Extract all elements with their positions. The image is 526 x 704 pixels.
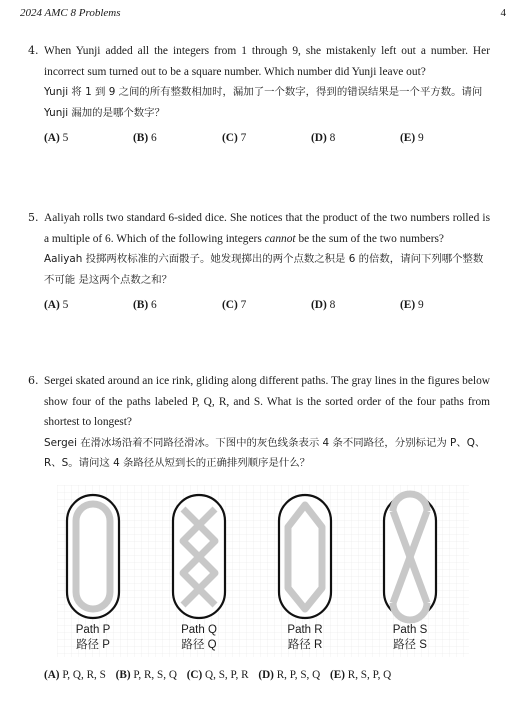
paths-figure (57, 485, 469, 657)
choice-d (311, 295, 335, 316)
page-number: 4 (500, 7, 506, 19)
problem-4 (20, 41, 490, 148)
choice-value: 6 (151, 132, 157, 144)
choice-value: 9 (418, 299, 424, 311)
choice-value: 7 (240, 132, 247, 144)
choice-label: (C) (186, 669, 203, 681)
choice-label: (D) (258, 669, 274, 681)
choice-label: (E) (400, 132, 416, 144)
choice-label: (A) (44, 132, 60, 144)
choice-label: (C) (222, 299, 238, 311)
choice-value: Q, S, P, R (205, 669, 249, 681)
path-label-en: Path P (75, 624, 111, 636)
choice-d (258, 669, 320, 681)
problem-number: 6. (28, 374, 39, 387)
path-label-zh: 路径 P (76, 639, 110, 651)
choice-value: R, P, S, Q (276, 669, 321, 681)
choice-a (44, 295, 68, 316)
text-segment: be the sum of the two numbers? (295, 232, 444, 245)
choice-a (44, 128, 68, 149)
choice-label: (B) (115, 669, 131, 681)
choice-c (222, 295, 246, 316)
answer-choices (44, 669, 494, 687)
choice-label: (E) (330, 669, 345, 681)
problem-text-en: When Yunji added all the integers from 1 through 9, she mistakenly left out a number. Her incorrect sum turned out to be a square number. Which number did Yunji leave out? (44, 45, 490, 78)
choice-value: 6 (151, 299, 157, 311)
path-r-label (270, 623, 340, 653)
choice-b (133, 295, 157, 316)
problem-number: 5. (28, 211, 39, 224)
choice-value: 5 (62, 299, 69, 311)
rink-q (173, 495, 225, 618)
problem-text-zh: Yunji 将 1 到 9 之间的所有整数相加时，漏加了一个数字，得到的错误结果是一个平方数。请问 Yunji 漏加的是哪个数字？ (44, 86, 483, 119)
choice-a (44, 669, 106, 681)
answer-choices (44, 128, 490, 148)
text-segment: Aaliyah rolls two standard 6-sided dice. She notices that the product of the two numbers rolled is a multiple of 6. Which of the following integers (44, 212, 490, 245)
problem-text-en: Sergei skated around an ice rink, gliding along different paths. The gray lines in the figures below show four of the paths labeled P, Q, R, and S. What is the sorted order of the four paths from shortest to longest? (44, 375, 490, 428)
rink-r (279, 495, 331, 618)
choice-e (330, 669, 391, 681)
problem-text-zh: Sergei 在滑冰场沿着不同路径滑冰。下图中的灰色线条表示 4 条不同路径，分别标记为 P、Q、R、S。请问这 4 条路径从短到长的正确排列顺序是什么？ (44, 436, 486, 469)
problem-6 (20, 371, 490, 474)
choice-label: (A) (44, 299, 60, 311)
path-label-en: Path S (392, 624, 428, 636)
problem-text-zh: Aaliyah 投掷两枚标准的六面骰子。她发现掷出的两个点数之积是 6 的倍数，请问下列哪个整数 不可能 是这两个点数之和？ (44, 253, 484, 286)
choice-label: (E) (400, 299, 416, 311)
choice-value: P, Q, R, S (62, 669, 106, 681)
problem-5 (20, 208, 490, 315)
path-q-label (164, 623, 234, 653)
choice-c (222, 128, 246, 149)
path-p-label (58, 623, 128, 653)
choice-e (400, 128, 424, 149)
page-header (20, 7, 506, 23)
choice-d (311, 128, 335, 149)
choice-e (400, 295, 424, 316)
choice-value: P, R, S, Q (133, 669, 177, 681)
choice-label: (B) (133, 132, 149, 144)
choice-value: 8 (329, 299, 336, 311)
choice-label: (B) (133, 299, 149, 311)
rink-p (67, 495, 119, 618)
emphasis-text: cannot (264, 232, 296, 245)
choice-value: 5 (62, 132, 69, 144)
choice-value: 8 (329, 132, 336, 144)
choice-label: (D) (311, 299, 327, 311)
choice-value: R, S, P, Q (347, 669, 392, 681)
path-label-en: Path R (287, 624, 323, 636)
answer-choices (44, 295, 490, 315)
problem-text-en (44, 208, 490, 249)
path-label-zh: 路径 S (393, 639, 427, 651)
choice-label: (D) (311, 132, 327, 144)
choice-b (116, 669, 177, 681)
choice-value: 7 (240, 299, 247, 311)
document-title: 2024 AMC 8 Problems (20, 7, 121, 19)
choice-label: (A) (44, 669, 60, 681)
choice-label: (C) (222, 132, 238, 144)
problem-number: 4. (28, 44, 39, 57)
choice-c (187, 669, 249, 681)
path-label-zh: 路径 R (287, 639, 323, 651)
choice-value: 9 (418, 132, 424, 144)
path-s-label (375, 623, 445, 653)
path-label-zh: 路径 Q (181, 639, 217, 651)
choice-b (133, 128, 157, 149)
rink-s (384, 494, 436, 620)
path-label-en: Path Q (181, 624, 217, 636)
